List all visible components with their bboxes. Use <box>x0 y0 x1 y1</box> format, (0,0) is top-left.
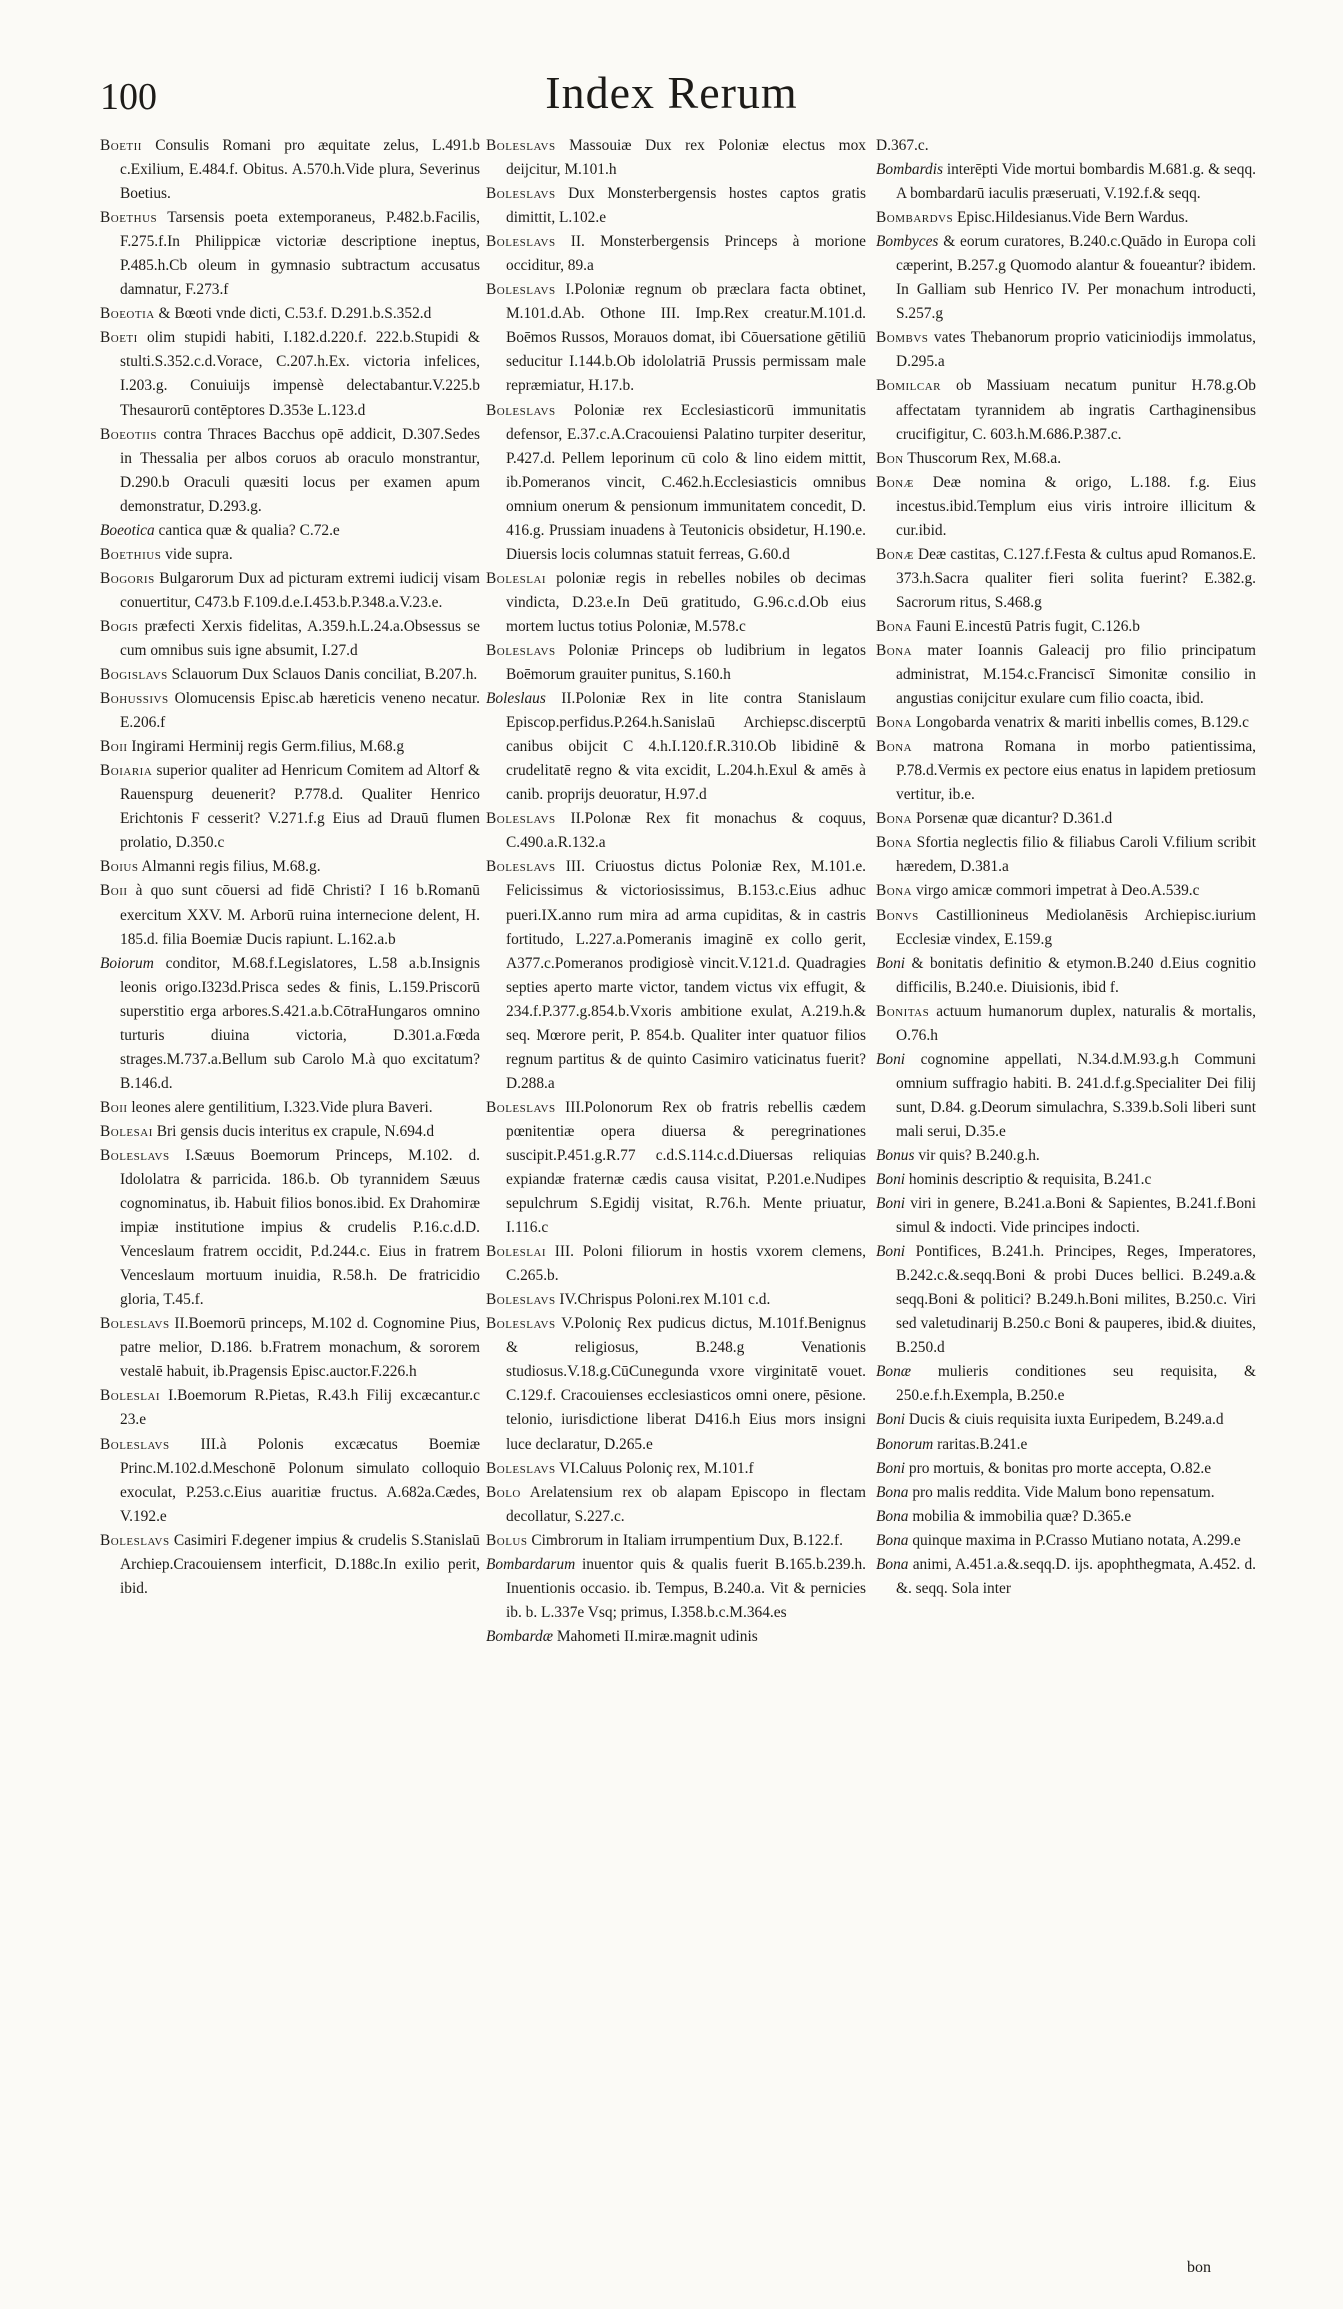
index-entry <box>100 1144 480 1312</box>
index-entry <box>876 326 1256 374</box>
entry-text: III. Poloni filiorum in hostis vxorem clemens, C.265.b. <box>506 1243 866 1285</box>
entry-headword: Boius <box>100 858 139 876</box>
entry-headword: Bomilcar <box>876 377 941 395</box>
entry-text: II.Poloniæ Rex in lite contra Stanislaum Episcop.perfidus.P.264.h.Sanislaū Archiepsc.discerptū canibus obijcit C 4.h.I.120.f.R.310.Ob libidinē & crudelitatē regno & vita excidit, L.204.h.Exul & amēs à canib. proprijs deuoratur, H.97.d <box>506 690 866 804</box>
entry-headword: Bonvs <box>876 906 919 924</box>
entry-headword: Bombardis <box>876 161 943 179</box>
index-entry <box>876 374 1256 446</box>
index-entry <box>876 735 1256 807</box>
entry-headword: Bona <box>876 1483 909 1501</box>
index-entry <box>876 1408 1256 1432</box>
entry-text: Cimbrorum in Italiam irrumpentium Dux, B.122.f. <box>527 1531 843 1549</box>
entry-text: hominis descriptio & requisita, B.241.c <box>905 1171 1152 1189</box>
index-entry <box>876 471 1256 543</box>
index-entry <box>876 711 1256 735</box>
page-number: 100 <box>100 76 157 118</box>
entry-text: Poloniæ Princeps ob ludibrium in legatos Boēmorum grauiter punitus, S.160.h <box>506 641 866 684</box>
entry-headword: Bohussivs <box>100 690 169 708</box>
entry-text: Poloniæ rex Ecclesiasticorū immunitatis defensor, E.37.c.A.Cracouiensi Palatino turpiter deseritur, P.427.d. Pellem leporinum cū colo & lino eidem mittit, ib.Pomeranos vincit, C.462.h.Ecclesiasticis omnibus omnium onerum & pensionum immunitatem concedit, D. 416.g. Prussiam inuadens à Teutonicis obsidetur, H.190.e. Diuersis locis columnas statuit ferreas, G.60.d <box>506 401 866 563</box>
entry-text: mulieris conditiones seu requisita, & 250.e.f.h.Exempla, B.250.e <box>896 1363 1256 1405</box>
entry-text: Arelatensium rex ob alapam Episcopo in flectam decollatur, S.227.c. <box>506 1483 866 1525</box>
entry-headword: Boetii <box>100 137 142 154</box>
index-entry <box>876 1505 1256 1529</box>
index-entry <box>100 302 480 326</box>
entry-headword: Bonæ <box>876 545 914 563</box>
index-entry <box>876 1192 1256 1240</box>
entry-text: Massouiæ Dux rex Poloniæ electus mox deijcitur, M.101.h <box>506 137 866 179</box>
index-entry <box>876 134 1256 158</box>
entry-headword: Bogoris <box>100 569 155 587</box>
entry-headword: Boii <box>100 1098 128 1116</box>
entry-headword: Bonitas <box>876 1002 930 1020</box>
index-entry <box>100 879 480 951</box>
index-entry <box>876 1240 1256 1360</box>
entry-headword: Bonæ <box>876 1363 912 1381</box>
entry-text: III. Criuostus dictus Poloniæ Rex, M.101.e. Felicissimus & victoriosissimus, B.153.c.Eius adhuc pueri.IX.anno rum mira ad arma cupiditas, & in castris fortitudo, L.227.a.Pomeranis imaginē ex collo gerit, A377.c.Pomeranos prodigiosè vincit.V.121.d. Quadragies septies aperto marte victor, tandem victus vix effugit, & 234.f.P.377.g.854.b.Vxoris ambitione exulat, A.219.h.& seq. Mœrore perit, P. 854.b. Qualiter inter quatuor filios regnum partitus & de quinto Casimiro vaticinatus fuerit? D.288.a <box>506 858 866 1092</box>
entry-headword: Boeotica <box>100 521 155 539</box>
entry-text: inuentor quis & qualis fuerit B.165.b.239.h. Inuentionis occasio. ib. Tempus, B.240.a. Vit & pernicies ib. b. L.337e Vsq; primus, I.358.b.c.M.364.es <box>506 1555 866 1621</box>
running-title: Index Rerum <box>545 67 798 118</box>
entry-headword: Boleslavs <box>486 233 556 251</box>
entry-text: mater Ioannis Galeacij pro filio principatum administrat, M.154.c.Franciscī Simonitæ consilio in angustias conijcitur exulare cum filio coacta, ibid. <box>896 641 1256 708</box>
index-entry <box>100 735 480 759</box>
entry-text: pro malis reddita. Vide Malum bono repensatum. <box>908 1483 1215 1501</box>
entry-text: vide supra. <box>161 545 233 563</box>
index-entry <box>486 1240 866 1288</box>
entry-text: Fauni E.incestū Patris fugit, C.126.b <box>912 617 1140 635</box>
entry-headword: Boleslavs <box>100 1531 170 1549</box>
index-entry <box>486 639 866 687</box>
index-entry <box>100 206 480 302</box>
entry-text: Mahometi II.miræ.magnit udinis <box>552 1627 758 1645</box>
entry-text: leones alere gentilitium, I.323.Vide plura Baveri. <box>127 1098 433 1116</box>
index-entry <box>100 687 480 735</box>
entry-text: Porsenæ quæ dicantur? D.361.d <box>912 810 1113 828</box>
entry-text: virgo amicæ commori impetrat à Deo.A.539.c <box>912 882 1200 900</box>
entry-text: & eorum curatores, B.240.c.Quādo in Europa coli cæperint, B.257.g Quomodo alantur & foueantur? ibidem. In Galliam sub Henrico IV. Per monachum introducti, S.257.g <box>896 233 1256 323</box>
index-entry <box>876 447 1256 471</box>
entry-headword: Boleslavs <box>486 137 556 154</box>
entry-headword: Boni <box>876 1050 906 1068</box>
entry-text: superior qualiter ad Henricum Comitem ad Altorf & Rauenspurg deuenerit? P.778.d. Qualiter Henrico Erichtonis F cesserit? V.271.f.g Eius ad Drauū flumen prolatio, D.350.c <box>120 762 480 852</box>
index-entry <box>100 423 480 519</box>
index-entry <box>876 1433 1256 1457</box>
index-entry <box>100 1529 480 1601</box>
index-entry <box>100 326 480 422</box>
index-entry <box>486 1312 866 1456</box>
entry-text: Ingirami Herminij regis Germ.filius, M.68.g <box>127 738 405 756</box>
index-entry <box>486 687 866 807</box>
index-entry <box>486 134 866 182</box>
index-entry <box>100 759 480 855</box>
index-entry <box>876 904 1256 952</box>
entry-text: Thuscorum Rex, M.68.a. <box>903 449 1062 467</box>
entry-text: pro mortuis, & bonitas pro morte accepta, O.82.e <box>905 1459 1212 1477</box>
entry-text: Longobarda venatrix & mariti inbellis comes, B.129.c <box>912 714 1249 732</box>
entry-text: Castillionineus Mediolanēsis Archiepisc.iurium Ecclesiæ vindex, E.159.g <box>896 906 1256 948</box>
entry-text: Episc.Hildesianus.Vide Bern Wardus. <box>953 209 1189 227</box>
index-column-left <box>100 134 480 1601</box>
index-entry <box>100 855 480 879</box>
entry-text: animi, A.451.a.&.seqq.D. ijs. apophthegmata, A.452. d. &. seqq. Sola inter <box>896 1555 1256 1597</box>
entry-text: I.Boemorum R.Pietas, R.43.h Filij excæcantur.c 23.e <box>120 1387 480 1429</box>
index-entry <box>486 855 866 1095</box>
index-entry <box>876 1144 1256 1168</box>
entry-headword: Boni <box>876 1411 906 1429</box>
entry-text: Consulis Romani pro æquitate zelus, L.491.b c.Exilium, E.484.f. Obitus. A.570.h.Vide plura, Severinus Boetius. <box>120 137 480 203</box>
entry-text: Ducis & ciuis requisita iuxta Euripedem, B.249.a.d <box>905 1411 1224 1429</box>
index-entry <box>100 567 480 615</box>
entry-text: III.Polonorum Rex ob fratris rebellis cædem pœnitentiæ opera diuersa & peregrinationes suscipit.P.451.g.R.77 c.d.S.114.c.d.Diuersas reliquias expiandæ fraternæ cædis causa visitat, P.201.e.Nudipes sepulchrum S.Egidij visitat, R.76.h. Mente priuatur, I.116.c <box>506 1098 866 1237</box>
entry-headword: Bombardvs <box>876 209 954 227</box>
index-entry <box>100 1433 480 1529</box>
entry-headword: Boleslaus <box>486 690 546 708</box>
index-entry <box>100 1120 480 1144</box>
index-entry <box>100 1384 480 1432</box>
index-entry <box>876 879 1256 903</box>
entry-headword: Boleslavs <box>486 641 556 659</box>
index-entry <box>100 663 480 687</box>
entry-headword: Boleslavs <box>486 1459 556 1477</box>
catchword: bon <box>1187 2259 1211 2276</box>
entry-headword: Bombvs <box>876 329 929 347</box>
index-entry <box>876 831 1256 879</box>
index-entry <box>486 230 866 278</box>
index-entry <box>486 1096 866 1240</box>
entry-headword: Boii <box>100 738 128 756</box>
entry-text: Olomucensis Episc.ab hæreticis veneno necatur. E.206.f <box>120 690 480 732</box>
index-entry <box>486 278 866 398</box>
entry-headword: Boleslavs <box>100 1435 170 1453</box>
index-entry <box>876 952 1256 1000</box>
entry-headword: Bolesai <box>100 1122 153 1140</box>
index-entry <box>876 1048 1256 1144</box>
index-column-right <box>876 134 1256 1601</box>
index-entry <box>876 1553 1256 1601</box>
index-entry <box>486 1288 866 1312</box>
entry-headword: Bonus <box>876 1146 915 1164</box>
index-entry <box>486 567 866 639</box>
index-entry <box>100 543 480 567</box>
entry-text: Sclauorum Dux Sclauos Danis conciliat, B.207.h. <box>167 666 478 684</box>
index-entry <box>876 807 1256 831</box>
entry-headword: Boni <box>876 1195 906 1213</box>
entry-headword: Bona <box>876 834 913 852</box>
entry-text: Almanni regis filius, M.68.g. <box>138 858 321 876</box>
entry-text: II.Boemorū princeps, M.102 d. Cognomine Pius, patre melior, D.186. b.Fratrem monachum, & sororem vestalē habuit, ib.Pragensis Episc.auctor.F.226.h <box>120 1315 480 1381</box>
entry-text: Casimiri F.degener impius & crudelis S.Stanislaū Archiep.Cracouiensem interficit, D.188c.In exilio perit, ibid. <box>120 1531 480 1597</box>
entry-text: Sfortia neglectis filio & filiabus Caroli V.filium scribit hæredem, D.381.a <box>896 834 1256 876</box>
entry-text: I.Poloniæ regnum ob præclara facta obtinet, M.101.d.Ab. Othone III. Imp.Rex creatur.M.101.d. Boēmos Russos, Morauos domat, ibi Cōuersatione gētiliū seducitur I.144.b.Ob idololatriā Prussis permissam male repræmiatur, H.17.b. <box>506 281 866 395</box>
entry-headword: Boiorum <box>100 954 154 972</box>
entry-headword: Bona <box>876 1507 909 1525</box>
entry-headword: Bona <box>876 738 913 756</box>
entry-text: raritas.B.241.e <box>933 1435 1028 1453</box>
entry-text: IV.Chrispus Poloni.rex M.101 c.d. <box>555 1291 771 1309</box>
entry-text: vates Thebanorum proprio vaticiniodijs immolatus, D.295.a <box>896 329 1256 371</box>
entry-text: Bri gensis ducis interitus ex crapule, N.694.d <box>152 1122 435 1140</box>
entry-headword: Boni <box>876 1171 906 1189</box>
entry-text: & bonitatis definitio & etymon.B.240 d.Eius cognitio difficilis, B.240.e. Diuisionis, ibid f. <box>896 954 1256 996</box>
entry-headword: Boni <box>876 1243 906 1261</box>
index-column-middle <box>486 134 866 1649</box>
index-entry <box>100 615 480 663</box>
entry-headword: Bombyces <box>876 233 939 251</box>
entry-text: I.Sæuus Boemorum Princeps, M.102. d. Idololatra & parricida. 186.b. Ob tyrannidem Sæuus cognominatus, ib. Habuit filios bonos.ibid. Ex Drahomiræ impiæ institutione impius & crudelis P.16.c.d.D. Venceslaum fratrem occidit, P.d.244.c. Eius in fratrem Venceslaum mortuum inuidia, R.58.h. De fratricidio gloria, T.45.f. <box>120 1146 480 1309</box>
entry-text: II. Monsterbergensis Princeps à morione occiditur, 89.a <box>506 233 866 275</box>
entry-text: Deæ nomina & origo, L.188. f.g. Eius incestus.ibid.Templum eius viris introire illicitum & cur.ibid. <box>896 473 1256 539</box>
index-entry <box>486 1553 866 1625</box>
entry-headword: Boleslavs <box>486 1098 556 1116</box>
entry-text: matrona Romana in morbo patientissima, P.78.d.Vermis ex pectore eius enatus in lapidem pretiosum vertitur, ib.e. <box>896 738 1256 804</box>
entry-headword: Bona <box>876 617 913 635</box>
entry-text: Pontifices, B.241.h. Principes, Reges, Imperatores, B.242.c.&.seqq.Boni & probi Duces bellici. B.249.a.& seqq.Boni & politici? B.249.h.Boni milites, B.250.c. Viri sed valetudinarij B.250.c Boni & pauperes, ibid.& diuites, B.250.d <box>896 1243 1256 1357</box>
entry-text: actuum humanorum duplex, naturalis & mortalis, O.76.h <box>896 1002 1256 1044</box>
entry-headword: Bonæ <box>876 473 914 491</box>
entry-headword: Bogislavs <box>100 666 168 684</box>
entry-text: cognomine appellati, N.34.d.M.93.g.h Communi omnium suffragio habiti. B. 241.d.f.g.Specialiter Dei filij sunt, D.84. g.Deorum simulachra, S.339.b.Soli liberi sunt mali serui, D.35.e <box>896 1050 1256 1140</box>
entry-text: contra Thraces Bacchus opē addicit, D.307.Sedes in Thessalia per albos coruos ab oraculo monstrantur, D.290.b Oraculi quæsiti locus per examen apum demonstratur, D.293.g. <box>120 425 480 515</box>
entry-text: mobilia & immobilia quæ? D.365.e <box>908 1507 1132 1525</box>
entry-headword: Boeti <box>100 329 138 347</box>
entry-text: viri in genere, B.241.a.Boni & Sapientes, B.241.f.Boni simul & indocti. Vide principes indocti. <box>896 1195 1256 1237</box>
index-entry <box>876 206 1256 230</box>
index-entry <box>876 230 1256 326</box>
entry-headword: Bolus <box>486 1531 528 1549</box>
entry-headword: Boni <box>876 1459 906 1477</box>
entry-headword: Boleslavs <box>486 1315 556 1333</box>
index-entry <box>486 399 866 567</box>
entry-headword: Boiaria <box>100 762 153 780</box>
entry-text: Bulgarorum Dux ad picturam extremi iudicij visam conuertitur, C473.b F.109.d.e.I.453.b.P.348.a.V.23.e. <box>120 569 480 611</box>
index-entry <box>100 134 480 206</box>
entry-headword: Bona <box>876 810 913 828</box>
entry-headword: Boleslavs <box>486 858 556 876</box>
entry-headword: Boleslai <box>486 569 547 587</box>
index-entry <box>876 1457 1256 1481</box>
entry-headword: Bona <box>876 882 913 900</box>
index-entry <box>876 1529 1256 1553</box>
entry-text: VI.Caluus Poloniç rex, M.101.f <box>555 1459 754 1477</box>
index-entry <box>486 807 866 855</box>
entry-text: interēpti Vide mortui bombardis M.681.g. & seqq. A bombardarū iaculis præseruati, V.192.f.& seqq. <box>896 161 1256 203</box>
index-entry <box>486 182 866 230</box>
entry-headword: Boethus <box>100 209 158 227</box>
index-entry <box>100 1312 480 1384</box>
entry-headword: Bombardarum <box>486 1555 576 1573</box>
entry-headword: Boni <box>876 954 906 972</box>
entry-text: cantica quæ & qualia? C.72.e <box>154 521 340 539</box>
index-entry <box>486 1529 866 1553</box>
index-entry <box>486 1625 866 1649</box>
entry-headword: Bona <box>876 714 913 732</box>
entry-headword: Boleslai <box>100 1387 161 1405</box>
entry-text: II.Polonæ Rex fit monachus & coquus, C.490.a.R.132.a <box>506 810 866 852</box>
entry-headword: Boleslavs <box>100 1315 170 1333</box>
entry-headword: Boleslai <box>486 1243 547 1261</box>
index-entry <box>876 639 1256 711</box>
entry-headword: Boleslavs <box>486 1291 556 1309</box>
entry-text: præfecti Xerxis fidelitas, A.359.h.L.24.a.Obsessus se cum omnibus suis igne absumit, I.27.d <box>120 617 480 659</box>
entry-headword: Boeotiis <box>100 425 158 443</box>
entry-headword: Bona <box>876 1531 909 1549</box>
index-entry <box>876 1168 1256 1192</box>
index-entry <box>876 1360 1256 1408</box>
entry-headword: Boii <box>100 882 128 900</box>
index-entry <box>486 1481 866 1529</box>
index-entry <box>486 1457 866 1481</box>
entry-headword: Boleslavs <box>100 1146 170 1164</box>
entry-text: poloniæ regis in rebelles nobiles ob decimas vindicta, D.23.e.In Deū gratitudo, G.96.c.d.Ob eius mortem luctus totius Poloniæ, M.578.c <box>506 569 866 635</box>
entry-headword: Boleslavs <box>486 401 556 419</box>
index-entry <box>876 1000 1256 1048</box>
entry-headword: Bona <box>876 1555 909 1573</box>
entry-text: Tarsensis poeta extemporaneus, P.482.b.Facilis, F.275.f.In Philippicæ victoriæ descriptione ineptus, P.485.h.Cb oleum in gymnasio subtractum accusatus damnatur, F.273.f <box>120 209 480 299</box>
entry-text: vir quis? B.240.g.h. <box>914 1146 1040 1164</box>
entry-text: V.Poloniç Rex pudicus dictus, M.101f.Benignus & religiosus, B.248.g Venationis studiosus.V.18.g.CūCunegunda vxore virginitatē vouet. C.129.f. Cracouienses ecclesiasticos omni onere, pēsione. telonio, iurisdictione liberat D416.h Eius mors insigni luce declaratur, D.265.e <box>506 1315 866 1453</box>
entry-headword: Boleslavs <box>486 281 556 299</box>
index-entry <box>876 615 1256 639</box>
entry-headword: Bolo <box>486 1483 521 1501</box>
entry-text: à quo sunt cōuersi ad fidē Christi? I 16 b.Romanū exercitum XXV. M. Arborū ruina internecione delent, H. 185.d. filia Boemiæ Ducis rapiunt. L.162.a.b <box>120 882 480 948</box>
entry-text: conditor, M.68.f.Legislatores, L.58 a.b.Insignis leonis origo.I323d.Prisca sedes & finis, L.159.Priscorū superstitio erga arbores.S.421.a.b.CōtraHungaros omnino turturis diuina victoria, D.301.a.Fœda strages.M.737.a.Bellum sub Carolo M.à quo excitatum? B.146.d. <box>120 954 480 1092</box>
entry-headword: Bogis <box>100 617 139 635</box>
entry-headword: Bombardæ <box>486 1627 553 1645</box>
index-entry <box>100 1096 480 1120</box>
index-entry <box>100 519 480 543</box>
entry-text: ob Massiuam necatum punitur H.78.g.Ob affectatam tyrannidem ab ingratis Carthaginensibus crucifigitur, C. 603.h.M.686.P.387.c. <box>896 377 1256 443</box>
entry-headword: Bona <box>876 641 913 659</box>
entry-text: Dux Monsterbergensis hostes captos gratis dimittit, L.102.e <box>506 185 866 227</box>
entry-text: D.367.c. <box>876 137 929 154</box>
entry-headword: Bonorum <box>876 1435 934 1453</box>
index-entry <box>876 158 1256 206</box>
index-entry <box>876 543 1256 615</box>
index-entry <box>876 1481 1256 1505</box>
entry-headword: Boeotia <box>100 305 155 323</box>
entry-text: Deæ castitas, C.127.f.Festa & cultus apud Romanos.E. 373.h.Sacra qualiter fieri solita fuerint? E.382.g. Sacrorum ritus, S.468.g <box>896 545 1256 611</box>
entry-headword: Bon <box>876 449 904 467</box>
entry-headword: Boleslavs <box>486 810 556 828</box>
index-entry <box>100 952 480 1096</box>
entry-text: olim stupidi habiti, I.182.d.220.f. 222.b.Stupidi & stulti.S.352.c.d.Vorace, C.207.h.Ex. victoria infelices, I.203.g. Conuiuijs impensè delectabantur.V.225.b Thesaurorū contēptores D.353e L.123.d <box>120 329 480 419</box>
entry-text: quinque maxima in P.Crasso Mutiano notata, A.299.e <box>908 1531 1241 1549</box>
entry-headword: Boleslavs <box>486 185 556 203</box>
entry-text: III.à Polonis excæcatus Boemiæ Princ.M.102.d.Meschonē Polonum simulato colloquio exoculat, P.253.c.Eius auaritiæ fructus. A.682a.Cædes, V.192.e <box>120 1435 480 1525</box>
entry-text: & Bœoti vnde dicti, C.53.f. D.291.b.S.352.d <box>154 305 432 323</box>
entry-headword: Boethius <box>100 545 162 563</box>
